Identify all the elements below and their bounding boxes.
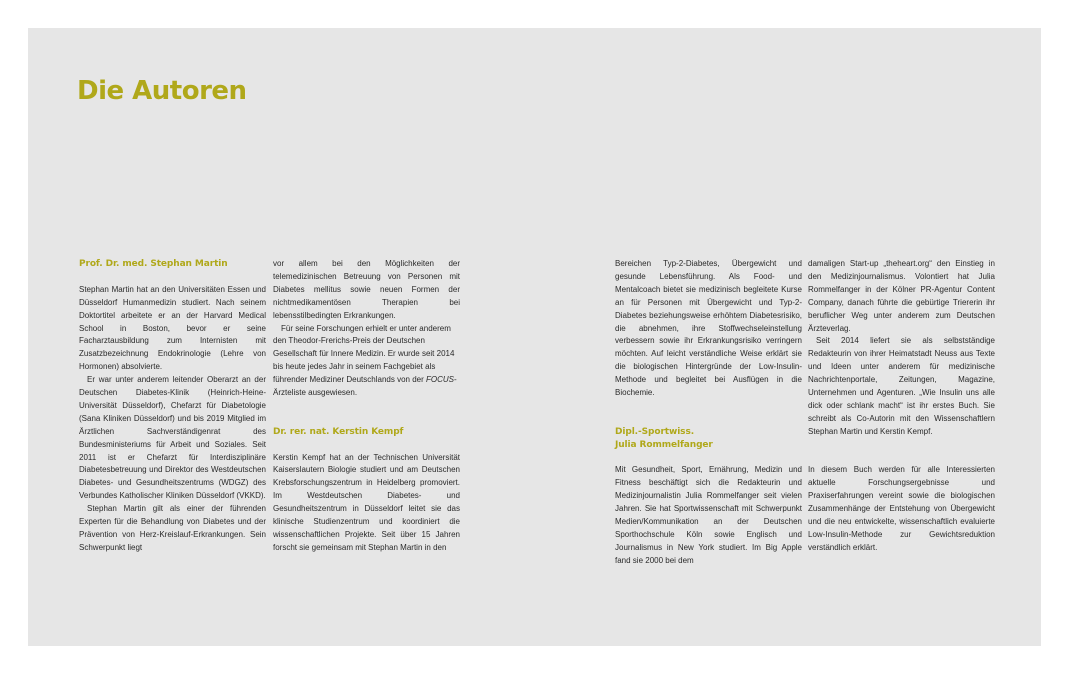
bio-paragraph: Seit 2014 liefert sie als selbstständige Redakteurin von ihrer Heimatstadt Neuss aus Texte und Ideen unter anderem für medizinische Nachrichtenportale, Zeitungen, Magazine, Unternehmen und Agenturen. „Wie Insulin uns alle dick oder schlank macht“ ist ihr erstes Buch. Sie schreibt als Co-Autorin mit den Wissenschaftlern Stephan Martin und Kerstin Kempf. (808, 336, 995, 436)
bio-paragraph: Stephan Martin gilt als einer der führenden Experten für die Behandlung von Diabetes und der Prävention von Herz-Kreislauf-Erkrankungen. Sein Schwerpunkt liegt (79, 504, 266, 552)
bio-text: Für seine Forschungen erhielt er unter anderem den Theodor-Frerichs-Preis der Deutschen Gesellschaft für Innere Medizin. Er wurde seit 2014 bis heute jedes Jahr in seinem Fachgebiet als führender Mediziner Deutschlands von der (273, 323, 455, 385)
bio-paragraph: Er war unter anderem leitender Oberarzt an der Deutschen Diabetes-Klinik (Heinrich-Heine-Universität Düsseldorf), Chefarzt für Diabetologie (Sana Kliniken Düsseldorf) und bis 2019 Mitglied im Ärztlichen Sachverständigenrat des Bundesministeriums für Arbeit und Soziales. Seit 2011 ist er Chefarzt für Interdisziplinäre Diabetesbetreuung und Direktor des Westdeutschen Diabetes- und Gesundheitszentrums (WDGZ) des Verbundes Katholischer Kliniken Düsseldorf (VKKD). (79, 375, 266, 501)
column-1 (79, 258, 266, 555)
author-heading-martin: Prof. Dr. med. Stephan Martin (79, 259, 228, 269)
bio-paragraph (273, 323, 460, 400)
bio-paragraph: Bereichen Typ-2-Diabetes, Übergewicht und gesunde Lebensführung. Als Food- und Mentalcoach bietet sie medizinisch begleitete Kurse an für Personen mit Übergewicht und Typ-2-Diabetes beziehungsweise erhöhtem Diabetesrisiko, die abnehmen, ihre Stoffwechseleinstellung verbessern sowie ihr Erkrankungsrisiko verringern möchten. Auf leicht verständliche Weise erklärt sie die biologischen Hintergründe der Low-Insulin-Methode und begleitet bei Ausflügen in die Biochemie. (615, 259, 802, 398)
column-2 (273, 258, 460, 555)
bio-emphasis: FOCUS (425, 375, 454, 385)
author-heading-rommelfanger-line2: Julia Rommelfanger (615, 439, 713, 450)
column-3 (615, 258, 802, 568)
bio-paragraph: Mit Gesundheit, Sport, Ernährung, Medizin und Fitness beschäftigt sich die Redakteurin und Medizinjournalistin Julia Rommelfanger seit vielen Jahren. Sie hat Sportwissenschaft mit Schwerpunkt Medien/Kommunikation an der Deutschen Sporthochschule Köln sowie Englisch und Journalismus in New York studiert. Im Big Apple fand sie 2000 bei dem (615, 465, 802, 565)
author-heading-kempf: Dr. rer. nat. Kerstin Kempf (273, 426, 404, 437)
book-summary-paragraph: In diesem Buch werden für alle Interessierten aktuelle Forschungsergebnisse und Praxiserfahrungen vereint sowie die biologischen Zusammenhänge der Entstehung von Übergewicht und die neu entwickelte, wissenschaftlich evaluierte Low-Insulin-Methode zur Gewichtsreduktion verständlich erklärt. (808, 465, 995, 552)
bio-paragraph: vor allem bei den Möglichkeiten der telemedizinischen Betreuung von Personen mit Diabetes mellitus sowie neuen Formen der nichtmedikamentösen Therapien bei lebensstilbedingten Erkrankungen. (273, 259, 460, 320)
column-4 (808, 258, 995, 555)
bio-paragraph: Stephan Martin hat an den Universitäten Essen und Düsseldorf Humanmedizin studiert. Nach seinem Doktortitel arbeitete er an der Harvard Medical School in Boston, bevor er seine Facharztausbildung zum Internisten mit Zusatzbezeichnung Endokrinologie (Lehre von Hormonen) absolvierte. (79, 284, 266, 372)
page-title: Die Autoren (77, 76, 247, 106)
author-heading-rommelfanger-line1: Dipl.-Sportwiss. (615, 426, 695, 437)
bio-text: -Ärzteliste ausgewiesen. (273, 375, 457, 398)
bio-paragraph: damaligen Start-up „theheart.org“ den Einstieg in den Medizinjournalismus. Volontiert hat Julia Rommelfanger in der Kölner PR-Agentur Content Company, danach führte die gebürtige Triererin ihr beruflicher Weg unter anderem zum Deutschen Ärzteverlag. (808, 259, 995, 333)
bio-paragraph: Kerstin Kempf hat an der Technischen Universität Kaiserslautern Biologie studiert und am Deutschen Krebsforschungszentrum in Heidelberg promoviert. Im Westdeutschen Diabetes- und Gesundheitszentrum in Düsseldorf leitet sie das klinische Studienzentrum und koordiniert die wissenschaftlichen Projekte. Seit über 15 Jahren forscht sie gemeinsam mit Stephan Martin in den (273, 452, 460, 552)
